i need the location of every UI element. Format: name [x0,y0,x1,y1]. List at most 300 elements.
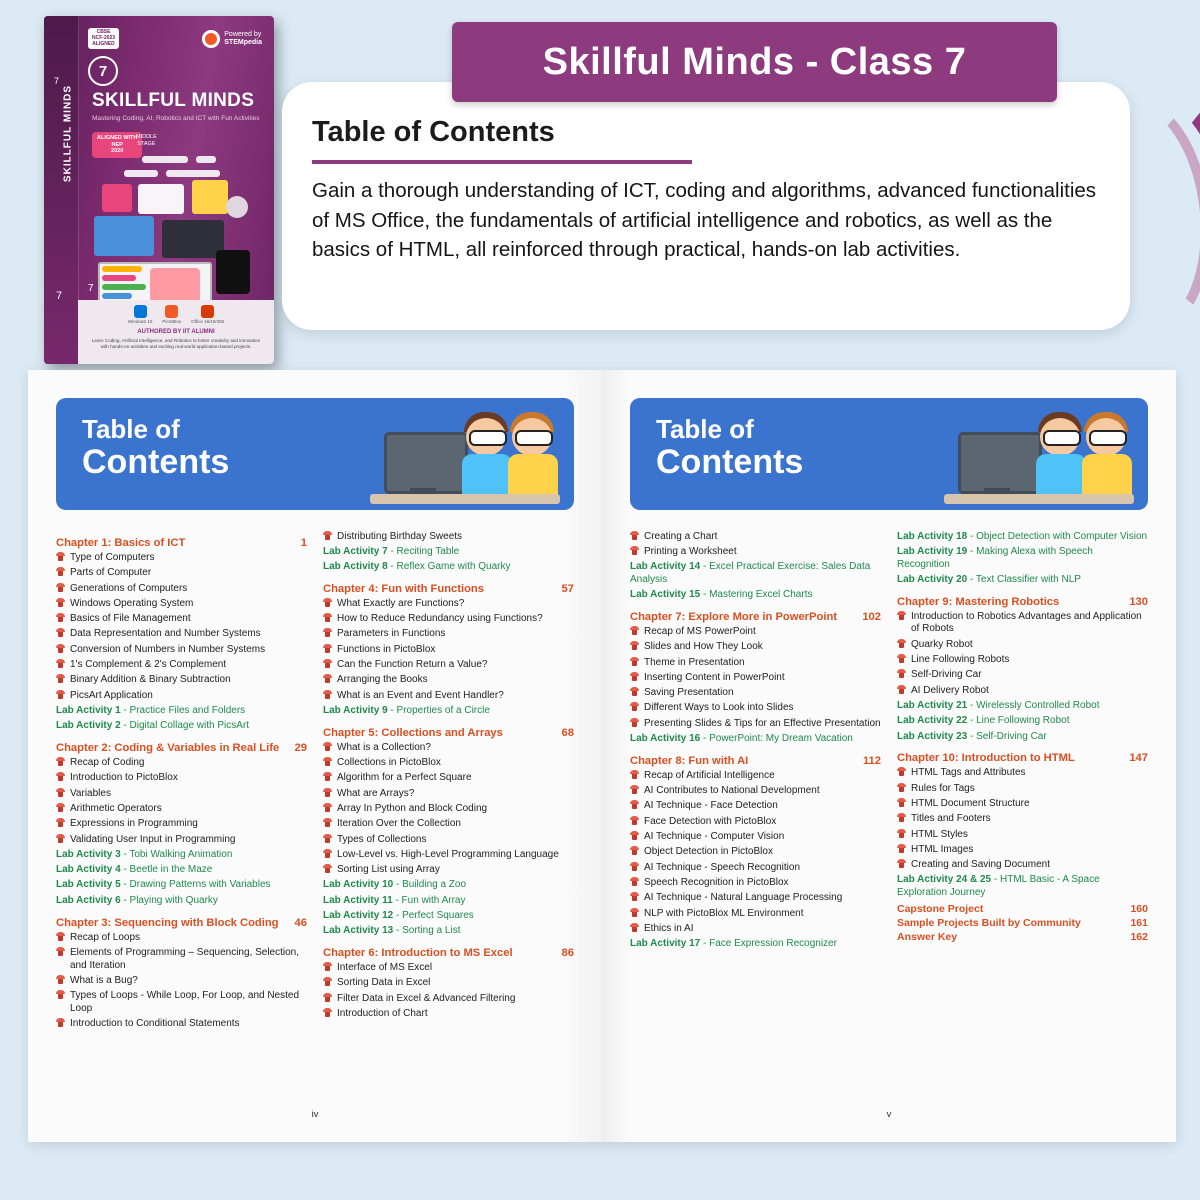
topic-label: Speech Recognition in PictoBlox [644,876,789,888]
bookmark-bullet-icon [323,1008,332,1019]
topic-label: Introduction of Chart [337,1008,428,1020]
toc-topic-item[interactable] [56,598,307,611]
topic-label: Types of Collections [337,833,427,845]
toc-lab-activity[interactable] [56,895,307,908]
topic-label: PicsArt Application [70,689,153,701]
special-title: Capstone Project [897,902,984,915]
cover-software-icons: Windows 10 PictoBlox Office 16/19/365 [78,300,274,324]
lab-activity-name: Lab Activity 7 [323,545,388,557]
toc-topic-item[interactable] [897,859,1148,872]
toc-topic-item[interactable] [630,770,881,783]
toc-topic-item[interactable] [323,742,574,755]
toc-lab-activity[interactable] [897,874,1148,900]
topic-label: AI Technique - Natural Language Processing [644,892,843,904]
topic-label: Can the Function Return a Value? [337,659,488,671]
topic-label: Low-Level vs. High-Level Programming Language [337,848,559,860]
topic-label: Introduction to Conditional Statements [70,1018,240,1030]
cover-illustration [84,154,270,324]
toc-topic-item[interactable] [897,813,1148,826]
toc-topic-item[interactable] [323,803,574,816]
toc-topic-item[interactable] [56,990,307,1016]
toc-topic-item[interactable] [56,552,307,565]
lab-activity-name: Lab Activity 1 [56,704,121,716]
topic-label: Saving Presentation [644,687,734,699]
toc-topic-item[interactable] [323,962,574,975]
toc-topic-item[interactable] [56,690,307,703]
bookmark-bullet-icon [897,611,906,622]
bookmark-bullet-icon [630,923,639,934]
topic-label: Ethics in AI [644,922,694,934]
hero-title-ribbon [452,22,1057,102]
toc-topic-item[interactable] [323,849,574,862]
bookmark-bullet-icon [323,628,332,639]
toc-topic-item[interactable] [630,923,881,936]
lab-activity-name: Lab Activity 6 [56,894,121,906]
bookmark-bullet-icon [323,757,332,768]
bookmark-bullet-icon [56,583,65,594]
toc-lab-activity[interactable] [56,864,307,877]
lab-activity-label: - Beetle in the Maze [120,864,213,876]
toc-chapter-heading[interactable] [56,537,307,549]
lab-activity-label: - Object Detection with Computer Vision [967,530,1148,542]
bookmark-bullet-icon [897,783,906,794]
stempedia-brand [202,30,262,48]
toc-lab-activity[interactable] [323,925,574,938]
topic-label: HTML Images [911,843,974,855]
toc-lab-activity[interactable] [56,720,307,733]
toc-topic-item[interactable] [323,644,574,657]
toc-lab-activity[interactable] [630,733,881,746]
toc-topic-item[interactable] [630,657,881,670]
toc-chapter-heading[interactable] [56,742,307,754]
toc-special-entry[interactable] [897,931,1148,943]
lab-activity-label: - HTML Basic - A Space Exploration Journey [897,874,1100,899]
topic-label: Parts of Computer [70,567,152,579]
topic-label: Rules for Tags [911,782,975,794]
topic-label: What are Arrays? [337,787,415,799]
banner-line-2: Contents [82,443,230,481]
toc-lab-activity[interactable] [897,731,1148,744]
bookmark-bullet-icon [630,672,639,683]
bookmark-bullet-icon [897,767,906,778]
toc-topic-item[interactable] [897,611,1148,637]
toc-topic-item[interactable] [897,783,1148,796]
stempedia-label: Powered by STEMpedia [224,31,262,46]
bookmark-bullet-icon [323,742,332,753]
topic-label: Parameters in Functions [337,628,446,640]
toc-topic-item[interactable] [56,788,307,801]
lab-activity-name: Lab Activity 21 [897,699,968,711]
grade-badge: 7 [88,56,118,86]
toc-topic-item[interactable] [323,757,574,770]
desk [370,494,560,504]
toc-topic-item[interactable] [897,639,1148,652]
lab-activity-name: Lab Activity 9 [323,704,388,716]
lab-activity-label: - PowerPoint: My Dream Vacation [700,733,853,745]
spine-title: SKILLFUL MINDS [62,84,74,183]
lab-activity-name: Lab Activity 23 [897,730,968,742]
toc-lab-activity[interactable] [897,531,1148,544]
toc-topic-item[interactable] [630,785,881,798]
toc-topic-item[interactable] [630,800,881,813]
topic-label: Presenting Slides & Tips for an Effective Presentation [644,717,881,729]
bookmark-bullet-icon [56,598,65,609]
hero-description: Gain a thorough understanding of ICT, coding and algorithms, advanced functionalities of MS Office, the fundamentals of artificial intelligence and robotics, as well as the basics of HTML, all reinforced through practical, hands-on lab activities. [312,179,1097,262]
toc-banner-left [56,398,574,510]
toc-chapter-heading[interactable] [323,947,574,959]
toc-topic-item[interactable] [323,659,574,672]
toc-topic-item[interactable] [323,1008,574,1021]
lab-activity-name: Lab Activity 5 [56,879,121,891]
toc-topic-item[interactable] [323,598,574,611]
title-underline [312,160,692,164]
toc-topic-item[interactable] [323,772,574,785]
toc-topic-item[interactable] [323,628,574,641]
lab-activity-label: - Practice Files and Folders [120,704,246,716]
topic-label: Array In Python and Block Coding [337,802,488,814]
topic-label: AI Delivery Robot [911,684,989,696]
toc-topic-item[interactable] [323,818,574,831]
chapter-page-number: 130 [1129,595,1148,608]
topic-label: AI Technique - Computer Vision [644,831,785,843]
lab-activity-name: Lab Activity 20 [897,573,968,585]
toc-topic-item[interactable] [630,908,881,921]
toc-lab-activity[interactable] [56,849,307,862]
bookmark-bullet-icon [56,818,65,829]
bookmark-bullet-icon [897,859,906,870]
toc-special-entry[interactable] [897,903,1148,915]
toc-lab-activity[interactable] [56,879,307,892]
lab-activity-label: - Reciting Table [387,545,460,557]
topic-label: Data Representation and Number Systems [70,628,261,640]
kids-illustration [940,404,1140,508]
toc-chapter-heading[interactable] [630,755,881,767]
lab-activity-label: - Reflex Game with Quarky [387,561,511,573]
toc-chapter-heading[interactable] [897,752,1148,764]
toc-topic-item[interactable] [56,659,307,672]
chapter-page-number: 112 [862,754,881,767]
toc-topic-item[interactable] [630,846,881,859]
bookmark-bullet-icon [56,690,65,701]
toc-column-2 [323,528,574,1034]
toc-lab-activity[interactable] [323,561,574,574]
topic-label: What is a Bug? [70,974,138,986]
topic-label: Iteration Over the Collection [337,818,461,830]
bookmark-bullet-icon [323,849,332,860]
bookmark-bullet-icon [897,844,906,855]
toc-chapter-heading[interactable] [56,917,307,929]
bookmark-bullet-icon [323,644,332,655]
cover-authors: AUTHORED BY IIT ALUMNI [137,329,215,335]
toc-topic-item[interactable] [323,993,574,1006]
bookmark-bullet-icon [56,567,65,578]
topic-label: Theme in Presentation [644,656,745,668]
toc-lab-activity[interactable] [323,910,574,923]
kid-girl [504,412,562,496]
toc-topic-item[interactable] [630,626,881,639]
toc-topic-item[interactable] [630,718,881,731]
lab-activity-name: Lab Activity 3 [56,848,121,860]
toc-topic-item[interactable] [630,531,881,544]
bookmark-bullet-icon [630,641,639,652]
toc-topic-item[interactable] [56,1018,307,1031]
lab-activity-label: - Wirelessly Controlled Robot [967,699,1100,711]
bookmark-bullet-icon [323,864,332,875]
toc-topic-item[interactable] [897,844,1148,857]
topic-label: Recap of MS PowerPoint [644,625,756,637]
topic-label: Algorithm for a Perfect Square [337,772,472,784]
toc-chapter-heading[interactable] [630,611,881,623]
chapter-title: Chapter 9: Mastering Robotics [897,595,1060,608]
special-page-number: 160 [1130,902,1148,915]
topic-label: What Exactly are Functions? [337,597,465,609]
lab-activity-label: - Playing with Quarky [120,894,218,906]
topic-label: AI Contributes to National Development [644,785,820,797]
lab-activity-name: Lab Activity 11 [323,894,393,906]
toc-lab-activity[interactable] [56,705,307,718]
lab-activity-label: - Perfect Squares [393,910,474,922]
bookmark-bullet-icon [630,702,639,713]
toc-topic-item[interactable] [323,674,574,687]
toc-topic-item[interactable] [56,932,307,945]
bookmark-bullet-icon [630,626,639,637]
toc-topic-item[interactable] [630,546,881,559]
toc-lab-activity[interactable] [897,715,1148,728]
special-title: Answer Key [897,930,958,943]
toc-topic-item[interactable] [897,654,1148,667]
toc-topic-item[interactable] [56,567,307,580]
toc-topic-item[interactable] [630,831,881,844]
bookmark-bullet-icon [630,785,639,796]
bookmark-bullet-icon [56,674,65,685]
book-cover [44,16,274,364]
topic-label: Introduction to PictoBlox [70,772,178,784]
bookmark-bullet-icon [630,908,639,919]
topic-label: HTML Styles [911,828,968,840]
toc-topic-item[interactable] [56,757,307,770]
toc-topic-item[interactable] [630,816,881,829]
banner-line-1: Table of [656,414,754,444]
toc-topic-item[interactable] [323,613,574,626]
toc-topic-item[interactable] [56,674,307,687]
topic-label: HTML Document Structure [911,797,1030,809]
topic-label: Creating a Chart [644,530,718,542]
stempedia-logo-icon [202,30,220,48]
bookmark-bullet-icon [630,546,639,557]
bookmark-bullet-icon [56,1018,65,1029]
toc-topic-item[interactable] [897,767,1148,780]
toc-special-entry[interactable] [897,917,1148,929]
lab-activity-name: Lab Activity 22 [897,715,968,727]
bookmark-bullet-icon [323,598,332,609]
toc-chapter-heading[interactable] [323,583,574,595]
bookmark-bullet-icon [630,800,639,811]
toc-topic-item[interactable] [897,685,1148,698]
topic-label: What is an Event and Event Handler? [337,689,504,701]
bookmark-bullet-icon [897,829,906,840]
topic-label: Sorting Data in Excel [337,977,431,989]
toc-topic-item[interactable] [630,892,881,905]
lab-activity-name: Lab Activity 24 & 25 [897,874,992,886]
topic-label: Windows Operating System [70,597,194,609]
chapter-page-number: 46 [294,916,307,929]
cbse-badge: CBSE NCF-2023 ALIGNED [88,28,119,49]
spine-number-top: 7 [54,76,60,86]
toc-chapter-heading[interactable] [897,596,1148,608]
bookmark-bullet-icon [323,993,332,1004]
toc-topic-item[interactable] [630,641,881,654]
toc-topic-item[interactable] [323,977,574,990]
lab-activity-name: Lab Activity 16 [630,733,701,745]
topic-label: Validating User Input in Programming [70,833,236,845]
toc-topic-item[interactable] [323,788,574,801]
bookmark-bullet-icon [323,803,332,814]
topic-label: Binary Addition & Binary Subtraction [70,674,231,686]
lab-activity-label: - Digital Collage with PicsArt [120,720,250,732]
toc-column-2 [897,528,1148,953]
toc-chapter-heading[interactable] [323,727,574,739]
chapter-page-number: 29 [294,742,307,755]
toc-topic-item[interactable] [56,772,307,785]
topic-label: Interface of MS Excel [337,962,433,974]
bookmark-bullet-icon [323,690,332,701]
toc-lab-activity[interactable] [630,589,881,602]
bookmark-bullet-icon [56,552,65,563]
bookmark-bullet-icon [323,772,332,783]
chapter-page-number: 1 [300,537,307,549]
toc-topic-item[interactable] [630,702,881,715]
nep-badge: ALIGNED WITH NEP 2020 [92,132,142,158]
topic-label: HTML Tags and Attributes [911,767,1026,779]
topic-label: Sorting List using Array [337,864,440,876]
topic-label: Elements of Programming – Sequencing, Selection, and Iteration [70,946,300,971]
bookmark-bullet-icon [630,657,639,668]
toc-topic-item[interactable] [323,531,574,544]
bookmark-bullet-icon [56,932,65,943]
chapter-title: Chapter 1: Basics of ICT [56,537,186,549]
bookmark-bullet-icon [56,757,65,768]
toc-topic-item[interactable] [56,975,307,988]
lab-activity-label: - Mastering Excel Charts [700,589,813,601]
toc-topic-item[interactable] [323,834,574,847]
topic-label: Titles and Footers [911,813,991,825]
toc-topic-item[interactable] [897,829,1148,842]
monitor-icon [384,432,468,494]
toc-lab-activity[interactable] [323,895,574,908]
topic-label: Collections in PictoBlox [337,757,441,769]
bookmark-bullet-icon [56,613,65,624]
toc-topic-item[interactable] [323,864,574,877]
topic-label: Generations of Computers [70,582,188,594]
toc-lab-activity[interactable] [897,700,1148,713]
topic-label: Slides and How They Look [644,641,763,653]
topic-label: Quarky Robot [911,638,973,650]
bookmark-bullet-icon [323,659,332,670]
spine-number-bottom: 7 [56,290,63,302]
bookmark-bullet-icon [56,788,65,799]
chapter-title: Chapter 5: Collections and Arrays [323,726,503,739]
toc-topic-item[interactable] [630,862,881,875]
toc-topic-item[interactable] [56,644,307,657]
special-page-number: 161 [1130,916,1148,929]
chapter-title: Chapter 6: Introduction to MS Excel [323,947,513,960]
topic-label: Expressions in Programming [70,818,198,830]
toc-topic-item[interactable] [897,798,1148,811]
kids-illustration [366,404,566,508]
topic-label: Printing a Worksheet [644,545,737,557]
bookmark-bullet-icon [897,639,906,650]
lab-activity-name: Lab Activity 18 [897,530,968,542]
toc-topic-item[interactable] [56,583,307,596]
topic-label: Creating and Saving Document [911,859,1050,871]
monitor-icon [958,432,1042,494]
toc-lab-activity[interactable] [323,705,574,718]
toc-columns-left [56,528,574,1034]
bookmark-bullet-icon [323,674,332,685]
cover-page-number: 7 [88,283,94,294]
toc-topic-item[interactable] [56,803,307,816]
bookmark-bullet-icon [56,834,65,845]
bookmark-bullet-icon [897,813,906,824]
hero-title: Skillful Minds - Class 7 [542,40,967,83]
toc-lab-activity[interactable] [897,574,1148,587]
cover-title: SKILLFUL MINDS [92,90,255,111]
bookmark-bullet-icon [56,628,65,639]
toc-lab-activity[interactable] [323,879,574,892]
toc-topic-item[interactable] [630,687,881,700]
bookmark-bullet-icon [323,834,332,845]
toc-topic-item[interactable] [56,818,307,831]
banner-line-2: Contents [656,443,804,481]
toc-lab-activity[interactable] [323,546,574,559]
bookmark-bullet-icon [56,947,65,958]
lab-activity-name: Lab Activity 15 [630,589,701,601]
toc-lab-activity[interactable] [630,938,881,951]
bookmark-bullet-icon [630,770,639,781]
chapter-page-number: 57 [561,582,574,595]
toc-topic-item[interactable] [897,669,1148,682]
bookmark-bullet-icon [630,816,639,827]
topic-label: How to Reduce Redundancy using Functions? [337,613,543,625]
chapter-page-number: 68 [561,726,574,739]
topic-label: Conversion of Numbers in Number Systems [70,643,266,655]
toc-topic-item[interactable] [323,690,574,703]
toc-topic-item[interactable] [56,613,307,626]
toc-topic-item[interactable] [630,672,881,685]
toc-topic-item[interactable] [630,877,881,890]
toc-topic-item[interactable] [56,628,307,641]
chapter-title: Chapter 10: Introduction to HTML [897,752,1075,765]
toc-topic-item[interactable] [56,834,307,847]
toc-lab-activity[interactable] [630,561,881,587]
bookmark-bullet-icon [56,644,65,655]
lab-activity-name: Lab Activity 13 [323,925,394,937]
toc-columns-right [630,528,1148,953]
lab-activity-label: - Self-Driving Car [967,730,1047,742]
bookmark-bullet-icon [56,803,65,814]
stage-label: MIDDLE STAGE [136,134,157,147]
toc-lab-activity[interactable] [897,546,1148,572]
bookmark-bullet-icon [630,687,639,698]
topic-label: Functions in PictoBlox [337,643,436,655]
lab-activity-label: - Making Alexa with Speech Recognition [897,545,1093,570]
bookmark-bullet-icon [897,685,906,696]
toc-topic-item[interactable] [56,947,307,973]
topic-label: Line Following Robots [911,654,1010,666]
topic-label: Arithmetic Operators [70,802,162,814]
cover-footer [78,300,274,364]
page-title: Table of Contents [312,116,555,148]
